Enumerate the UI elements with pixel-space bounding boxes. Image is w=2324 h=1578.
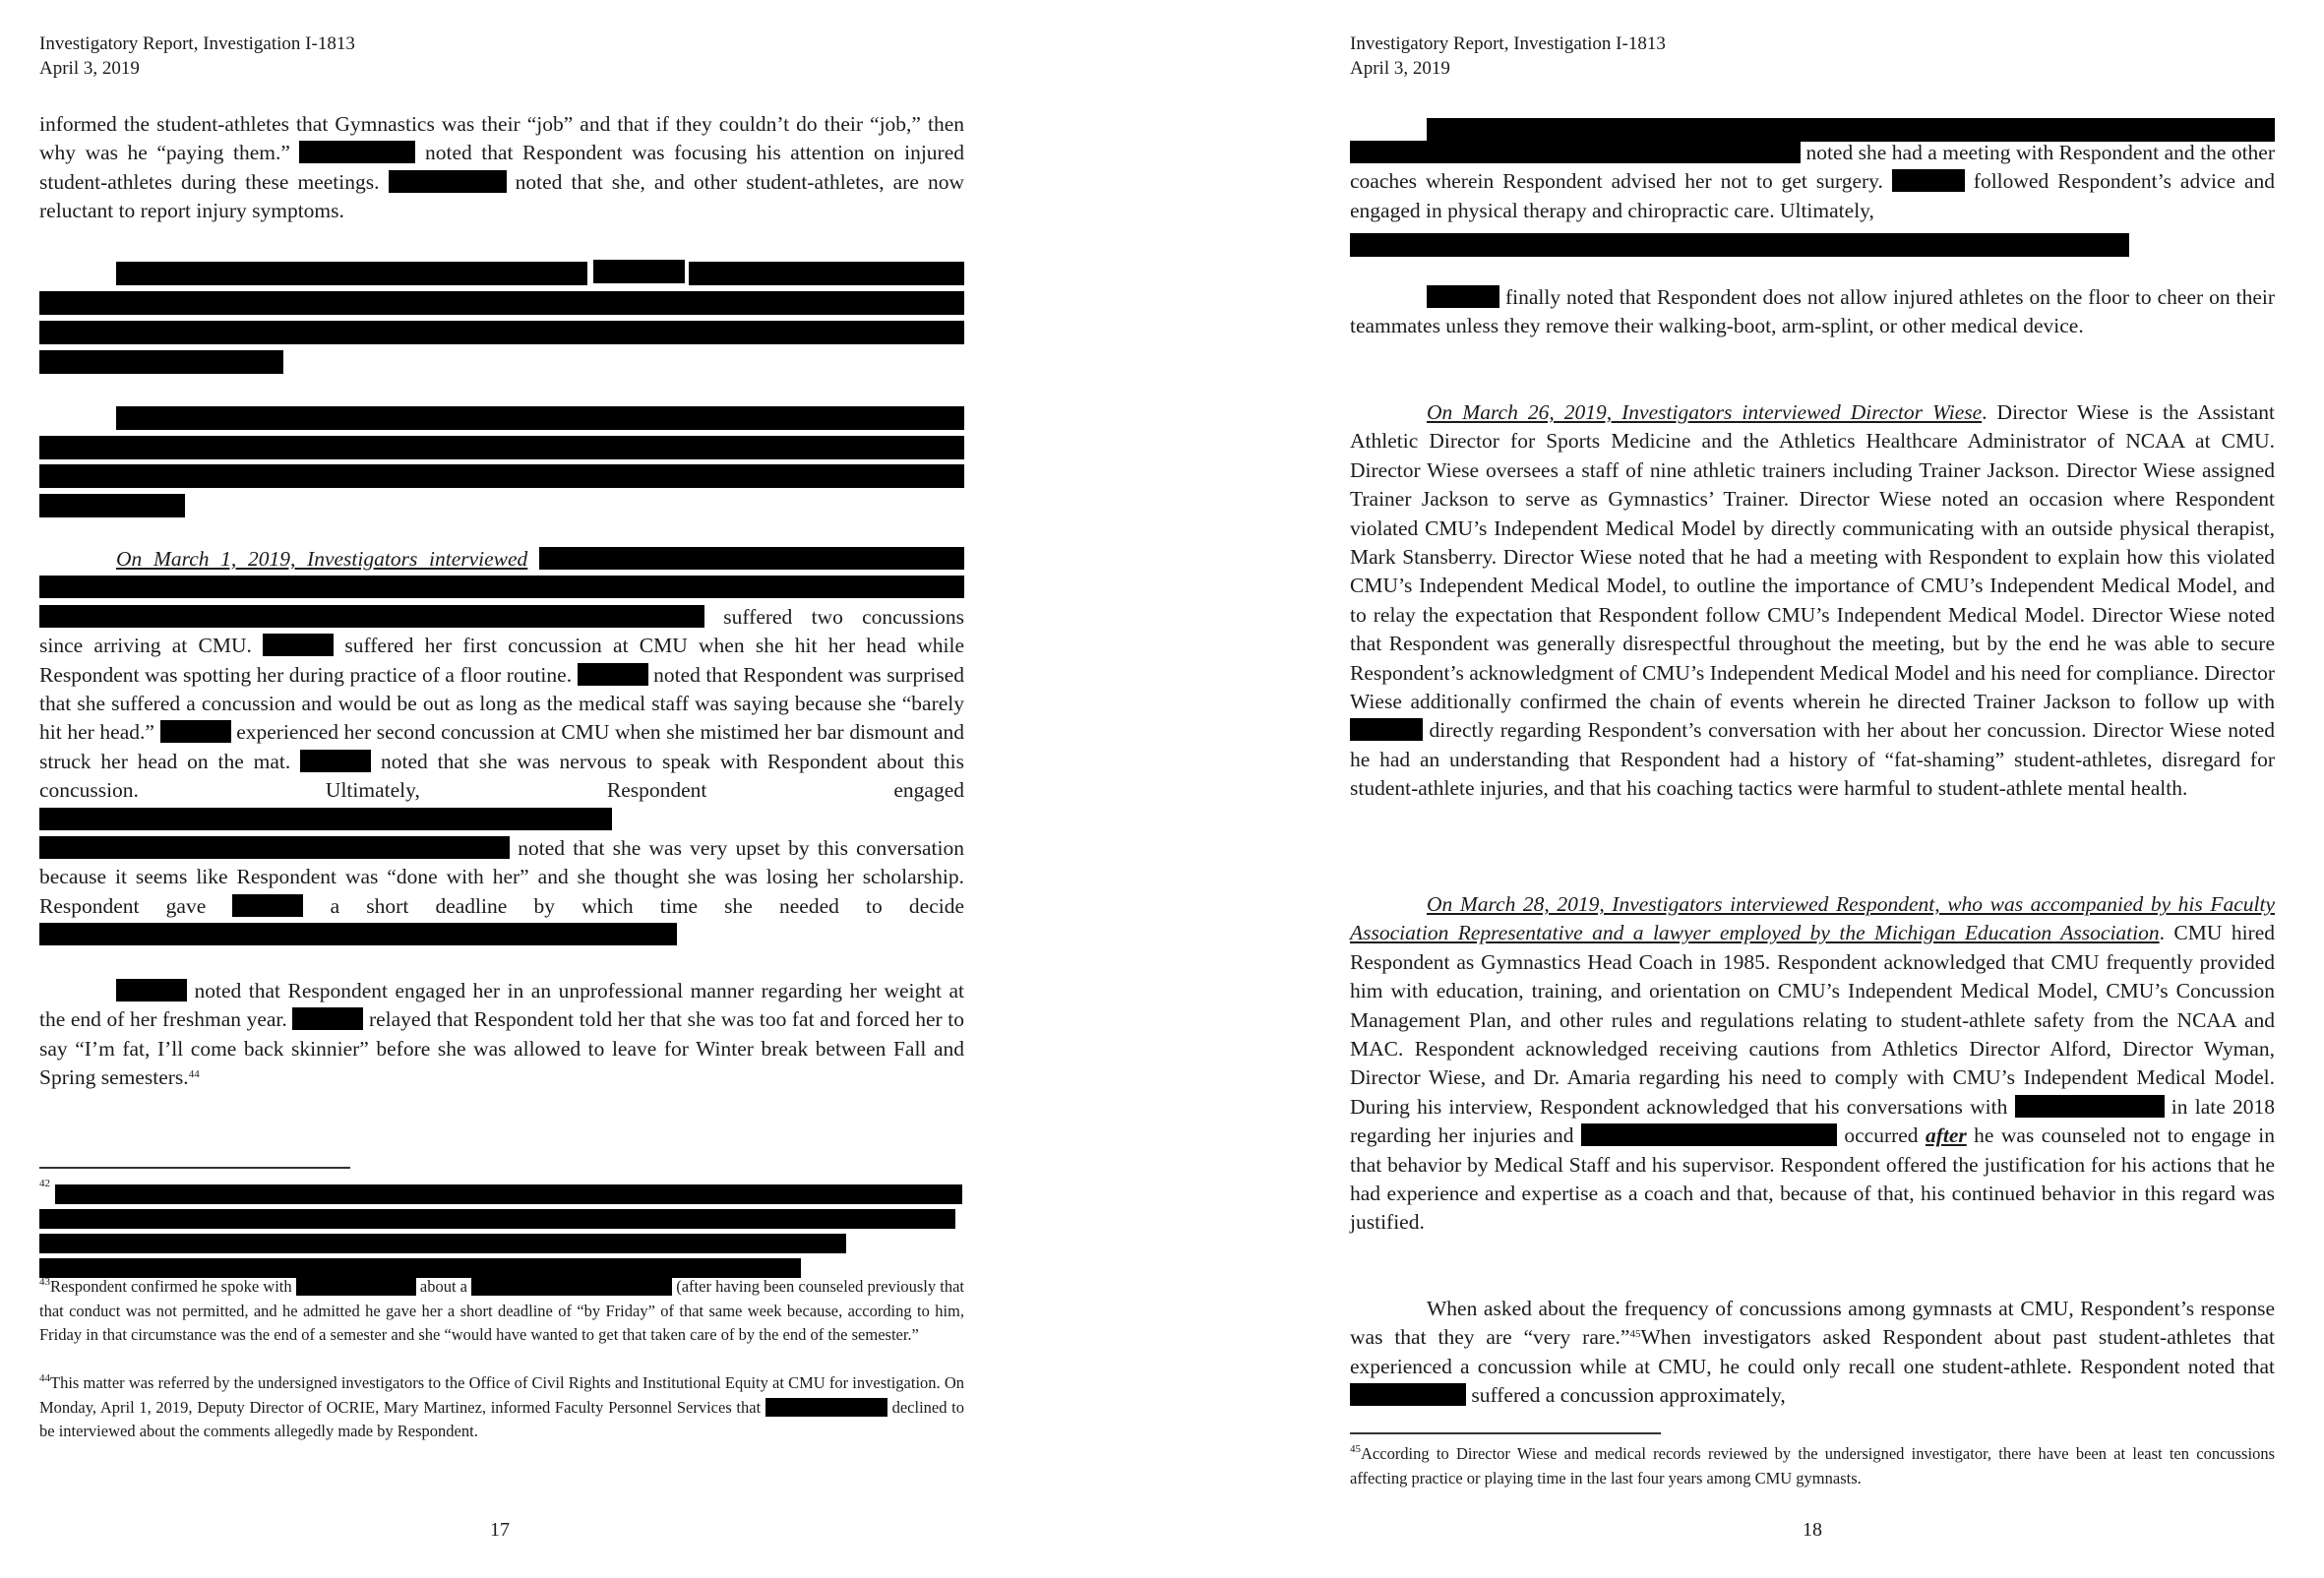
- redaction: [593, 260, 685, 283]
- paragraph-injured-athletes: finally noted that Respondent does not allow injured athletes on the floor to cheer on their teammates unless they remove their walking-boot, arm-splint, or other medical device.: [1350, 285, 2276, 338]
- footnote-43: $^{43}$Respondent confirmed he spoke with about a (after having been counseled previously that that conduct was not permitted, and he admitted he gave her a short deadline of “by Friday” of that same week because, according to him, Friday in that circumstance was the end of a semester and she “would have wanted to get that taken care of by the end of the semester.”: [39, 1276, 965, 1344]
- redaction: [578, 663, 648, 686]
- redaction: [300, 750, 371, 772]
- redaction: [116, 979, 187, 1001]
- redaction: [116, 262, 587, 285]
- redaction: [765, 1398, 887, 1417]
- redaction: [39, 576, 964, 598]
- redaction: [292, 1007, 363, 1030]
- redaction: [1427, 285, 1499, 308]
- footnote-45: $^{45}$According to Director Wiese and medical records reviewed by the undersigned investigator, there have been at least ten concussions affecting practice or playing time in the last four years among CMU gymnasts.: [1350, 1443, 2275, 1487]
- redaction: [689, 262, 964, 285]
- footnote-44: $^{44}$This matter was referred by the undersigned investigators to the Office of Civil Rights and Institutional Equity at CMU for investigation. On Monday, April 1, 2019, Deputy Director of OCRIE, Mary Martinez, informed Faculty Personnel Services that declined to be interviewed about the comments allegedly made by Respondent.: [39, 1372, 965, 1440]
- page-17: Investigatory Report, Investigation I-1813 April 3, 2019 informed the student-athletes that Gymnastics was their “job” and that if they couldn’t do their “job,” then why was he “paying them.” noted that Respondent was focusing his attention on injured student-athletes during these meetings. noted that she, and other student-athletes, are now reluctant to report injury symptoms. On March 1, 2019, Investigators interviewed suffered two concussions since arriving at CMU. suffered her first concussion at CMU when she hit her head while Respondent was spotting her during practice of a floor routine. noted that Respondent was surprised that she suffered a concussion and would be out as long as the medical staff was saying because she “barely hit her head.” experienced her second concussion at CMU when she mistimed her bar dismount and struck her head on the mat. noted that she was nervous to speak with Respondent about this concussion. Ultimately, Respondent engaged noted that she was very upset by this conversation because it seems like Respondent was “done with her” and she thought she was losing her scholarship. Respondent gave a short deadline by which time she needed to decide noted that Respondent engaged her in an unprofessional manner regarding her weight at the end of her freshman year. relayed that Respondent told her that she was too fat and forced her to say “I’m fat, I’ll come back skinnier” before she was allowed to leave for Winter break between Fall and Spring semesters.$^{44}$ 42 $^{43}$Respondent confirmed he spoke with about a (after having been counseled previously that that conduct was not permitted, and he admitted he gave her a short deadline of “by Friday” of that same week because, according to him, Friday in that circumstance was the end of a semester and she “would have wanted to get that taken care of by the end of the semester.” $^{44}$This matter was referred by the undersigned investigators to the Office of Civil Rights and Institutional Equity at CMU for investigation. On Monday, April 1, 2019, Deputy Director of OCRIE, Mary Martinez, informed Faculty Personnel Services that declined to be interviewed about the comments allegedly made by Respondent. 17: [39, 33, 965, 1541]
- redaction: [39, 605, 704, 628]
- redaction: [471, 1277, 672, 1296]
- redaction: [296, 1277, 416, 1296]
- redaction: [39, 321, 964, 344]
- redaction: [1350, 141, 1801, 163]
- redaction: [55, 1184, 962, 1204]
- redaction: [2015, 1095, 2165, 1118]
- paragraph-march-1: On March 1, 2019, Investigators interviewed suffered two concussions since arriving at CMU. suffered her first concussion at CMU when she hit her head while Respondent was spotting her during practice of a floor routine. noted that Respondent was surprised that she suffered a concussion and would be out as long as the medical staff was saying because she “barely hit her head.” experienced her second concussion at CMU when she mistimed her bar dismount and struck her head on the mat. noted that she was nervous to speak with Respondent about this concussion. Ultimately, Respondent engaged noted that she was very upset by this conversation because it seems like Respondent was “done with her” and she thought she was losing her scholarship. Respondent gave a short deadline by which time she needed to decide: [39, 545, 964, 950]
- redaction: [539, 547, 964, 570]
- redaction: [39, 923, 677, 945]
- redaction: [1892, 169, 1965, 192]
- redaction: [232, 894, 303, 917]
- redaction: [1581, 1123, 1837, 1146]
- footnote-rule: [1350, 1432, 1661, 1434]
- redaction: [1350, 233, 2129, 257]
- redaction: [263, 634, 334, 656]
- report-date: April 3, 2019: [39, 58, 140, 79]
- paragraph-job: informed the student-athletes that Gymnastics was their “job” and that if they couldn’t do their “job,” then why was he “paying them.” noted that Respondent was focusing his attention on injured student-athletes during these meetings. noted that she, and other student-athletes, are now reluctant to report injury symptoms.: [39, 112, 964, 223]
- footnote-rule: [39, 1167, 350, 1169]
- page-header: [39, 31, 355, 81]
- redaction: [116, 406, 964, 430]
- footnote-ref: 44: [188, 1068, 200, 1081]
- paragraph-surgery: noted she had a meeting with Respondent and the other coaches wherein Respondent advised her not to get surgery. followed Respondent’s advice and engaged in physical therapy and chiropractic care. Ultimately,: [1350, 141, 2275, 222]
- paragraph-concussion-frequency: When asked about the frequency of concussions among gymnasts at CMU, Respondent’s response was that they are “very rare.”$^{45}$When investigators asked Respondent about past student-athletes that experienced a concussion while at CMU, he could only recall one student-athlete. Respondent noted that suffered a concussion approximately,: [1350, 1297, 2275, 1408]
- redaction: [39, 436, 964, 459]
- redaction: [39, 808, 612, 830]
- redaction: [39, 836, 510, 859]
- redaction: [389, 170, 507, 193]
- report-title: Investigatory Report, Investigation I-1813: [1350, 33, 1666, 54]
- page-18: [1162, 0, 2324, 1578]
- page-header: [1350, 31, 1666, 81]
- page-number: 18: [1803, 1519, 1822, 1541]
- redaction: [1350, 1383, 1466, 1406]
- redaction: [39, 494, 185, 517]
- page-number: 17: [490, 1519, 510, 1541]
- redaction: [39, 1209, 955, 1229]
- redaction: [160, 720, 231, 743]
- redaction: [299, 141, 415, 163]
- report-title: Investigatory Report, Investigation I-1813: [39, 33, 355, 54]
- footnote-ref: 45: [1629, 1328, 1641, 1341]
- redaction: [39, 350, 283, 374]
- paragraph-weight: noted that Respondent engaged her in an unprofessional manner regarding her weight at the end of her freshman year. relayed that Respondent told her that she was too fat and forced her to say “I’m fat, I’ll come back skinnier” before she was allowed to leave for Winter break between Fall and Spring semesters.$^{44}$: [39, 979, 965, 1090]
- paragraph-director-wiese: On March 26, 2019, Investigators interviewed Director Wiese. Director Wiese is the Assistant Athletic Director for Sports Medicine and the Athletics Healthcare Administrator of NCAA at CMU. Director Wiese oversees a staff of nine athletic trainers including Trainer Jackson. Director Wiese assigned Trainer Jackson to serve as Gymnastics’ Trainer. Director Wiese noted an occasion where Respondent violated CMU’s Independent Medical Model by directly communicating with an outside physical therapist, Mark Stansberry. Director Wiese noted that he had a meeting with Respondent to explain how this violated CMU’s Independent Medical Model, to outline the importance of CMU’s Independent Medical Model, and to relay the expectation that Respondent follow CMU’s Independent Medical Model. Director Wiese noted that Respondent was generally disrespectful throughout the meeting, but by the end he was able to secure Respondent’s acknowledgment of CMU’s Independent Medical Model and his need for compliance. Director Wiese additionally confirmed the chain of events wherein he directed Trainer Jackson to follow up with directly regarding Respondent’s conversation with her about her concussion. Director Wiese noted he had an understanding that Respondent had a history of “fat-shaming” student-athletes, disregard for student-athlete injuries, and that his coaching tactics were harmful to student-athlete mental health.: [1350, 400, 2275, 801]
- redaction: [39, 464, 964, 488]
- paragraph-respondent-interview: On March 28, 2019, Investigators interviewed Respondent, who was accompanied by his Faculty Association Representative and a lawyer employed by the Michigan Education Association. CMU hired Respondent as Gymnastics Head Coach in 1985. Respondent acknowledged that CMU frequently provided him with education, training, and orientation on CMU’s Independent Medical Model, CMU’s Concussion Management Plan, and other rules and regulations relating to student-athlete safety from the NCAA and MAC. Respondent acknowledged receiving cautions from Athletics Director Alford, Director Wyman, Director Wiese, and Dr. Amaria regarding his need to comply with CMU’s Independent Medical Model. During his interview, Respondent acknowledged that his conversations with in late 2018 regarding her injuries and occurred after he was counseled not to engage in that behavior by Medical Staff and his supervisor. Respondent offered the justification for his actions that he had experience and expertise as a coach and that, because of that, his continued behavior in this regard was justified.: [1350, 892, 2276, 1235]
- redaction: [39, 1234, 846, 1253]
- redaction: [39, 291, 964, 315]
- report-date: April 3, 2019: [1350, 58, 1450, 79]
- redaction: [1350, 718, 1423, 741]
